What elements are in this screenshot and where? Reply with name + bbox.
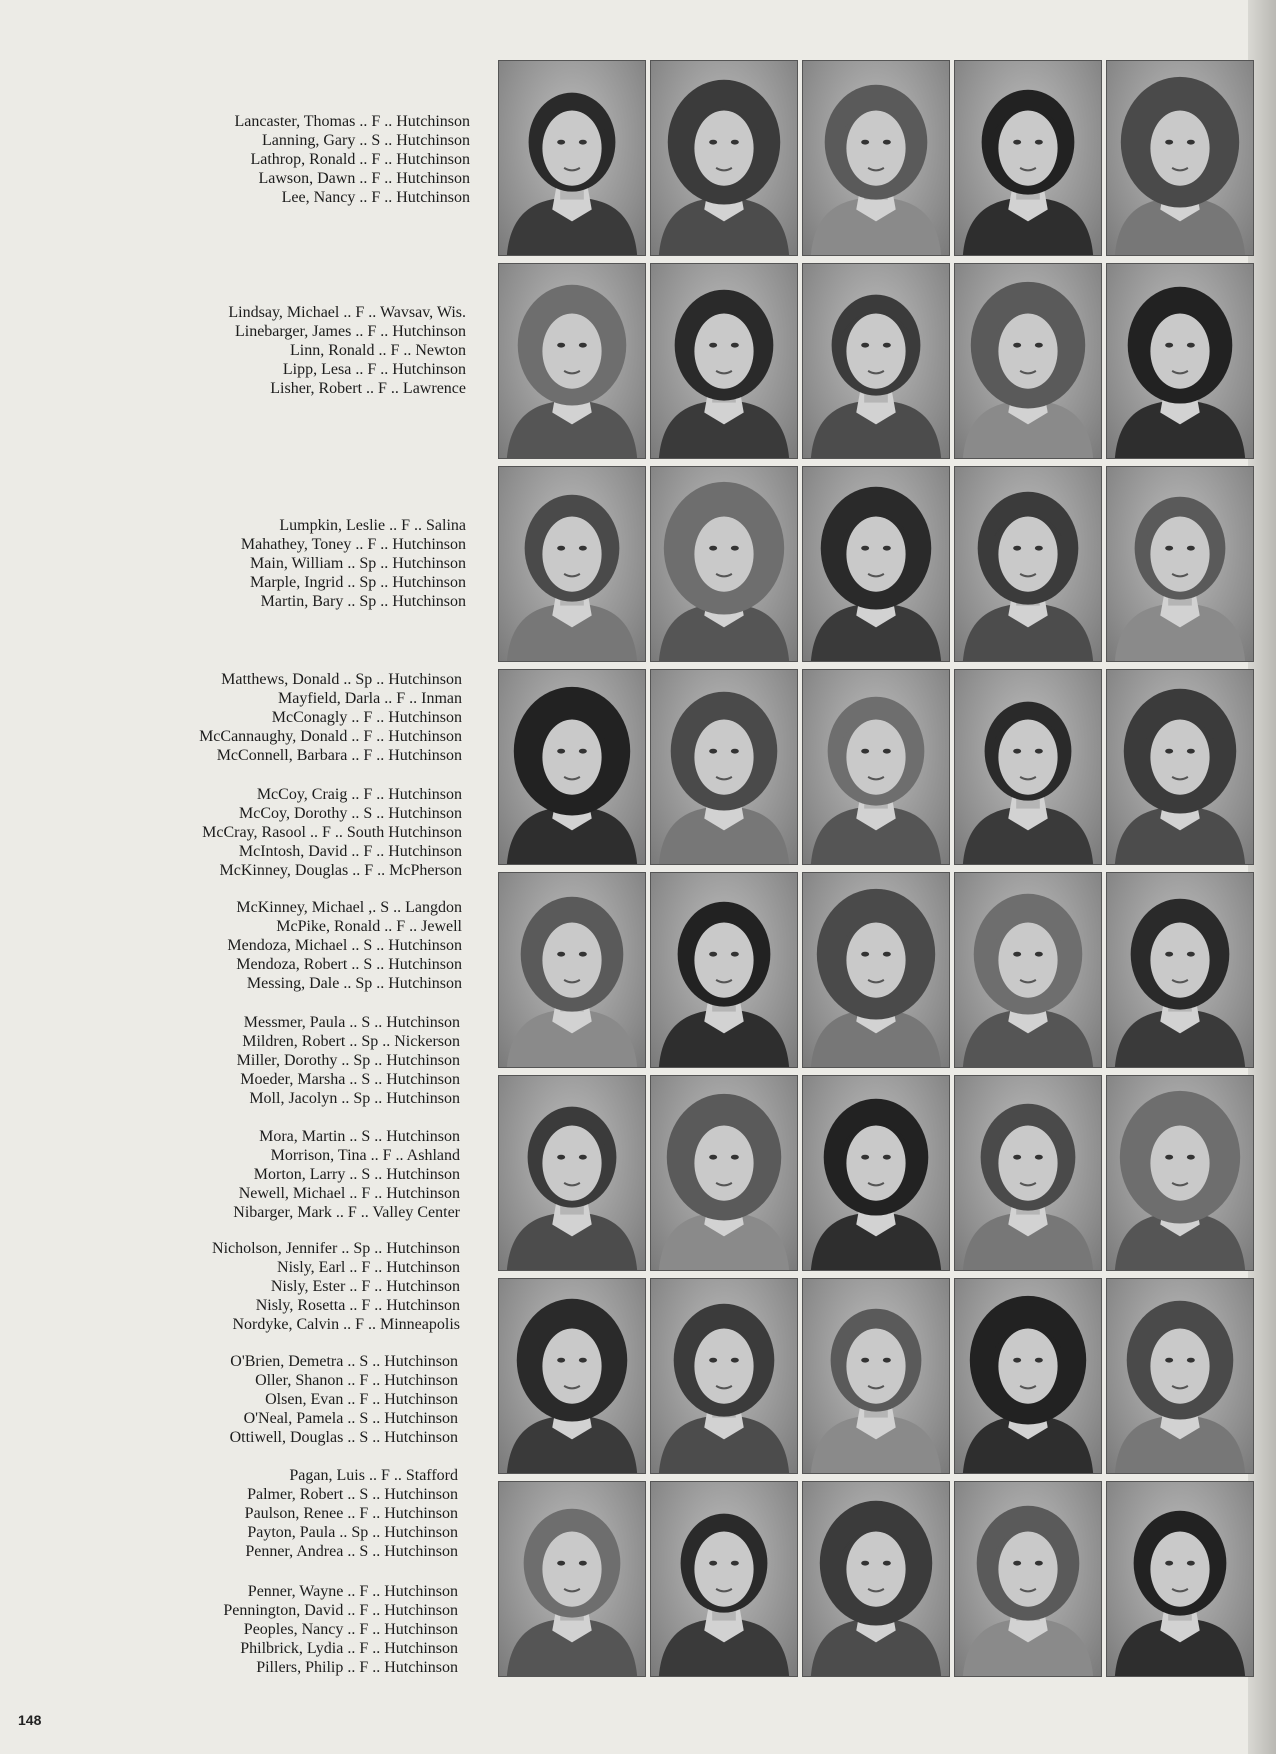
student-portrait <box>1106 1278 1254 1474</box>
student-portrait <box>650 466 798 662</box>
names-column <box>60 0 470 1754</box>
student-portrait <box>498 1481 646 1677</box>
student-entry: Pillers, Philip .. F .. Hutchinson <box>256 1659 458 1676</box>
student-entry: Lawson, Dawn .. F .. Hutchinson <box>258 170 470 187</box>
name-block <box>60 1352 470 1447</box>
name-block <box>60 785 470 880</box>
student-entry: Nordyke, Calvin .. F .. Minneapolis <box>232 1316 460 1333</box>
student-portrait <box>498 872 646 1068</box>
student-portrait <box>650 1481 798 1677</box>
student-entry: Lisher, Robert .. F .. Lawrence <box>270 380 466 397</box>
student-portrait <box>802 872 950 1068</box>
student-entry: Oller, Shanon .. F .. Hutchinson <box>255 1372 458 1389</box>
student-portrait <box>498 669 646 865</box>
student-entry: Moll, Jacolyn .. Sp .. Hutchinson <box>249 1090 460 1107</box>
student-portrait <box>954 872 1102 1068</box>
student-entry: Morrison, Tina .. F .. Ashland <box>270 1147 460 1164</box>
student-portrait <box>650 1278 798 1474</box>
student-entry: McCannaughy, Donald .. F .. Hutchinson <box>199 728 462 745</box>
student-entry: Marple, Ingrid .. Sp .. Hutchinson <box>250 574 466 591</box>
name-block <box>60 1582 470 1677</box>
student-portrait <box>802 466 950 662</box>
student-entry: McCoy, Craig .. F .. Hutchinson <box>256 786 462 803</box>
student-portrait <box>954 1481 1102 1677</box>
student-entry: Nisly, Ester .. F .. Hutchinson <box>270 1278 460 1295</box>
student-entry: Linn, Ronald .. F .. Newton <box>290 342 466 359</box>
name-block <box>60 516 470 611</box>
student-entry: Mahathey, Toney .. F .. Hutchinson <box>240 536 466 553</box>
student-portrait <box>1106 872 1254 1068</box>
student-entry: Ottiwell, Douglas .. S .. Hutchinson <box>229 1429 458 1446</box>
student-portrait <box>650 1075 798 1271</box>
student-entry: Messing, Dale .. Sp .. Hutchinson <box>246 975 462 992</box>
student-entry: Philbrick, Lydia .. F .. Hutchinson <box>240 1640 458 1657</box>
page-number: 148 <box>18 1712 42 1728</box>
student-entry: Olsen, Evan .. F .. Hutchinson <box>265 1391 458 1408</box>
student-entry: Penner, Andrea .. S .. Hutchinson <box>245 1543 458 1560</box>
name-block <box>60 1466 470 1561</box>
student-entry: McCoy, Dorothy .. S .. Hutchinson <box>239 805 462 822</box>
student-entry: Nisly, Rosetta .. F .. Hutchinson <box>255 1297 460 1314</box>
student-entry: Palmer, Robert .. S .. Hutchinson <box>247 1486 458 1503</box>
student-portrait <box>802 1481 950 1677</box>
student-entry: McCray, Rasool .. F .. South Hutchinson <box>202 824 462 841</box>
name-block <box>60 1239 470 1334</box>
name-block <box>60 303 470 398</box>
student-entry: O'Brien, Demetra .. S .. Hutchinson <box>230 1353 458 1370</box>
name-block <box>60 1127 470 1222</box>
student-portrait <box>802 1075 950 1271</box>
student-entry: Messmer, Paula .. S .. Hutchinson <box>243 1014 460 1031</box>
student-portrait <box>802 1278 950 1474</box>
student-portrait <box>1106 466 1254 662</box>
student-entry: Nibarger, Mark .. F .. Valley Center <box>233 1204 460 1221</box>
student-portrait <box>1106 263 1254 459</box>
student-entry: Nisly, Earl .. F .. Hutchinson <box>277 1259 460 1276</box>
student-entry: Martin, Bary .. Sp .. Hutchinson <box>260 593 466 610</box>
student-entry: Penner, Wayne .. F .. Hutchinson <box>247 1583 458 1600</box>
student-portrait <box>802 669 950 865</box>
student-portrait <box>1106 1481 1254 1677</box>
student-entry: Lipp, Lesa .. F .. Hutchinson <box>282 361 466 378</box>
student-entry: Lindsay, Michael .. F .. Wavsav, Wis. <box>228 304 466 321</box>
student-portrait <box>498 1075 646 1271</box>
student-portrait <box>650 669 798 865</box>
student-entry: McConnell, Barbara .. F .. Hutchinson <box>216 747 462 764</box>
student-entry: McIntosh, David .. F .. Hutchinson <box>238 843 462 860</box>
student-entry: Mendoza, Michael .. S .. Hutchinson <box>227 937 462 954</box>
student-portrait <box>1106 669 1254 865</box>
student-entry: Mildren, Robert .. Sp .. Nickerson <box>242 1033 460 1050</box>
student-entry: Miller, Dorothy .. Sp .. Hutchinson <box>236 1052 460 1069</box>
student-entry: Main, William .. Sp .. Hutchinson <box>250 555 466 572</box>
student-entry: Nicholson, Jennifer .. Sp .. Hutchinson <box>212 1240 460 1257</box>
student-entry: Linebarger, James .. F .. Hutchinson <box>234 323 466 340</box>
student-portrait <box>802 263 950 459</box>
name-block <box>60 1013 470 1108</box>
student-entry: Moeder, Marsha .. S .. Hutchinson <box>240 1071 460 1088</box>
student-entry: Matthews, Donald .. Sp .. Hutchinson <box>221 671 462 688</box>
student-entry: McConagly .. F .. Hutchinson <box>271 709 462 726</box>
name-block <box>60 670 470 765</box>
student-portrait <box>498 263 646 459</box>
student-entry: Lee, Nancy .. F .. Hutchinson <box>281 189 470 206</box>
student-entry: Lanning, Gary .. S .. Hutchinson <box>262 132 470 149</box>
student-entry: Morton, Larry .. S .. Hutchinson <box>253 1166 460 1183</box>
student-entry: McKinney, Douglas .. F .. McPherson <box>219 862 462 879</box>
student-entry: McKinney, Michael ,. S .. Langdon <box>236 899 462 916</box>
photo-grid <box>498 60 1254 1677</box>
student-portrait <box>650 872 798 1068</box>
student-portrait <box>954 1075 1102 1271</box>
student-entry: Lathrop, Ronald .. F .. Hutchinson <box>250 151 470 168</box>
student-portrait <box>954 669 1102 865</box>
student-entry: Paulson, Renee .. F .. Hutchinson <box>244 1505 458 1522</box>
student-portrait <box>650 263 798 459</box>
student-entry: Mora, Martin .. S .. Hutchinson <box>259 1128 460 1145</box>
student-entry: Newell, Michael .. F .. Hutchinson <box>238 1185 460 1202</box>
student-entry: Peoples, Nancy .. F .. Hutchinson <box>243 1621 458 1638</box>
student-portrait <box>1106 1075 1254 1271</box>
student-portrait <box>802 60 950 256</box>
student-entry: Pennington, David .. F .. Hutchinson <box>223 1602 458 1619</box>
student-entry: Lancaster, Thomas .. F .. Hutchinson <box>234 113 470 130</box>
student-entry: Pagan, Luis .. F .. Stafford <box>289 1467 458 1484</box>
student-entry: O'Neal, Pamela .. S .. Hutchinson <box>243 1410 458 1427</box>
name-block <box>60 898 470 993</box>
student-portrait <box>498 466 646 662</box>
student-entry: Lumpkin, Leslie .. F .. Salina <box>279 517 466 534</box>
student-portrait <box>498 1278 646 1474</box>
student-portrait <box>954 263 1102 459</box>
student-portrait <box>650 60 798 256</box>
student-entry: McPike, Ronald .. F .. Jewell <box>276 918 462 935</box>
student-portrait <box>954 1278 1102 1474</box>
student-entry: Mayfield, Darla .. F .. Inman <box>278 690 462 707</box>
student-entry: Mendoza, Robert .. S .. Hutchinson <box>236 956 462 973</box>
student-portrait <box>498 60 646 256</box>
student-portrait <box>954 60 1102 256</box>
student-portrait <box>954 466 1102 662</box>
student-portrait <box>1106 60 1254 256</box>
name-block <box>60 112 470 207</box>
student-entry: Payton, Paula .. Sp .. Hutchinson <box>247 1524 458 1541</box>
